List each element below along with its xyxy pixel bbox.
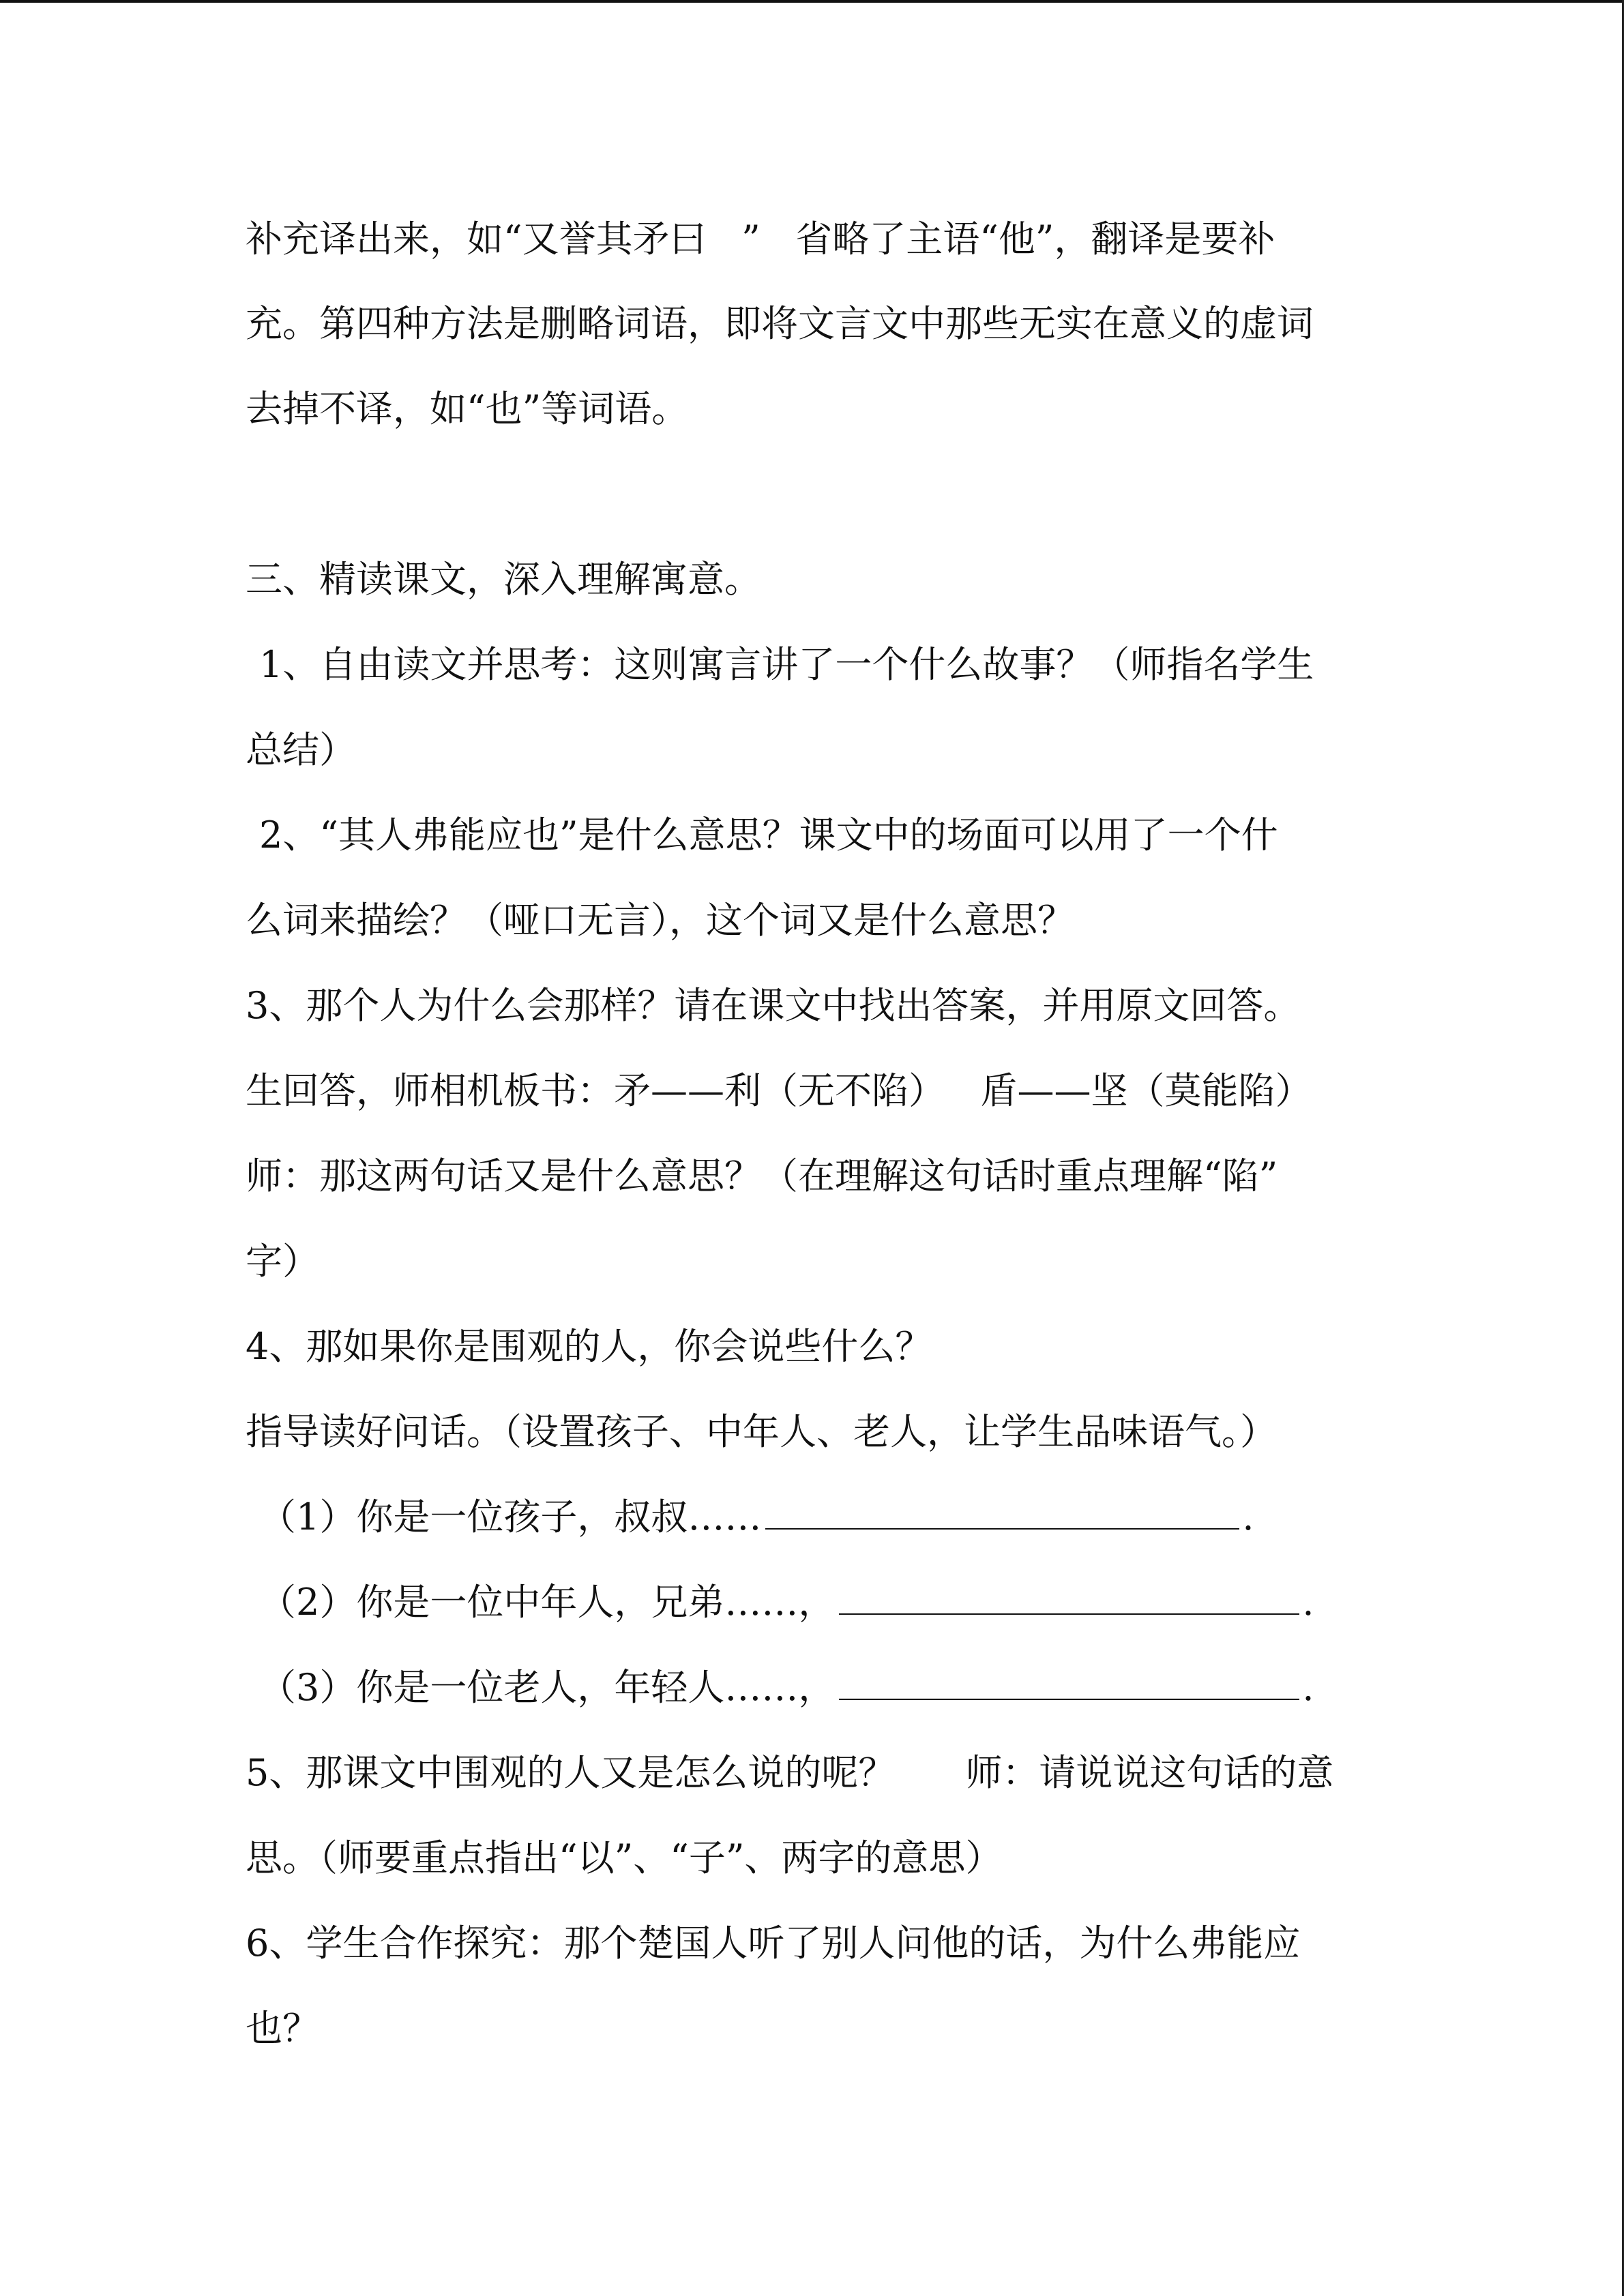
fill-in-blank-2[interactable]: [839, 1583, 1299, 1615]
item-2-prefix: （2）你是一位中年人，兄弟……，: [259, 1581, 836, 1624]
question-3-teacher-line-1: 师：那这两句话又是什么意思？（在理解这句话时重点理解“陷”: [246, 1154, 1278, 1197]
item-1-prefix: （1）你是一位孩子，叔叔……: [259, 1495, 762, 1538]
item-1-suffix: .: [1242, 1495, 1254, 1538]
question-6-line-1: 6、学生合作探究：那个楚国人听了别人问他的话，为什么弗能应: [246, 1922, 1301, 1965]
question-3-teacher-line-2: 字）: [246, 1240, 319, 1283]
question-3: 3、那个人为什么会那样？请在课文中找出答案，并用原文回答。: [246, 984, 1301, 1027]
question-4-item-2: [259, 1579, 1314, 1626]
question-3-answer: 生回答，师相机板书：矛——利（无不陷） 盾——坚（莫能陷）: [246, 1069, 1312, 1112]
fill-in-blank-3[interactable]: [839, 1669, 1299, 1700]
question-6-line-2: 也？: [246, 2007, 319, 2050]
item-3-suffix: .: [1302, 1666, 1314, 1709]
question-4-item-3: [259, 1664, 1314, 1712]
question-4: 4、那如果你是围观的人，你会说些什么？: [246, 1325, 932, 1368]
question-2-line-1: 2、“其人弗能应也”是什么意思？课文中的场面可以用了一个什: [259, 814, 1278, 856]
section-heading: 三、精读课文，深入理解寓意。: [246, 558, 761, 601]
paragraph-line-2: 充。第四种方法是删略词语，即将文言文中那些无实在意义的虚词: [246, 302, 1314, 345]
paragraph-line-3: 去掉不译，如“也”等词语。: [246, 387, 689, 430]
fill-in-blank-1[interactable]: [765, 1498, 1239, 1530]
question-1-line-2: 总结）: [246, 728, 356, 771]
question-1-line-1: 1、自由读文并思考：这则寓言讲了一个什么故事？（师指名学生: [259, 643, 1314, 686]
item-2-suffix: .: [1302, 1581, 1314, 1624]
question-5-line-2: 思。（师要重点指出“以”、“子”、两字的意思）: [246, 1836, 1003, 1879]
item-3-prefix: （3）你是一位老人，年轻人……，: [259, 1666, 836, 1709]
question-4-guide: 指导读好问话。（设置孩子、中年人、老人，让学生品味语气。）: [246, 1410, 1277, 1453]
question-5-line-1: 5、那课文中围观的人又是怎么说的呢？ 师：请说说这句话的意: [246, 1751, 1334, 1794]
paragraph-line-1: 补充译出来，如“又誉其矛曰 ” 省略了主语“他”，翻译是要补: [246, 218, 1275, 260]
page-top-border: [0, 0, 1624, 3]
question-4-item-1: [259, 1493, 1254, 1541]
question-2-line-2: 么词来描绘？（哑口无言），这个词又是什么意思？: [246, 899, 1074, 942]
